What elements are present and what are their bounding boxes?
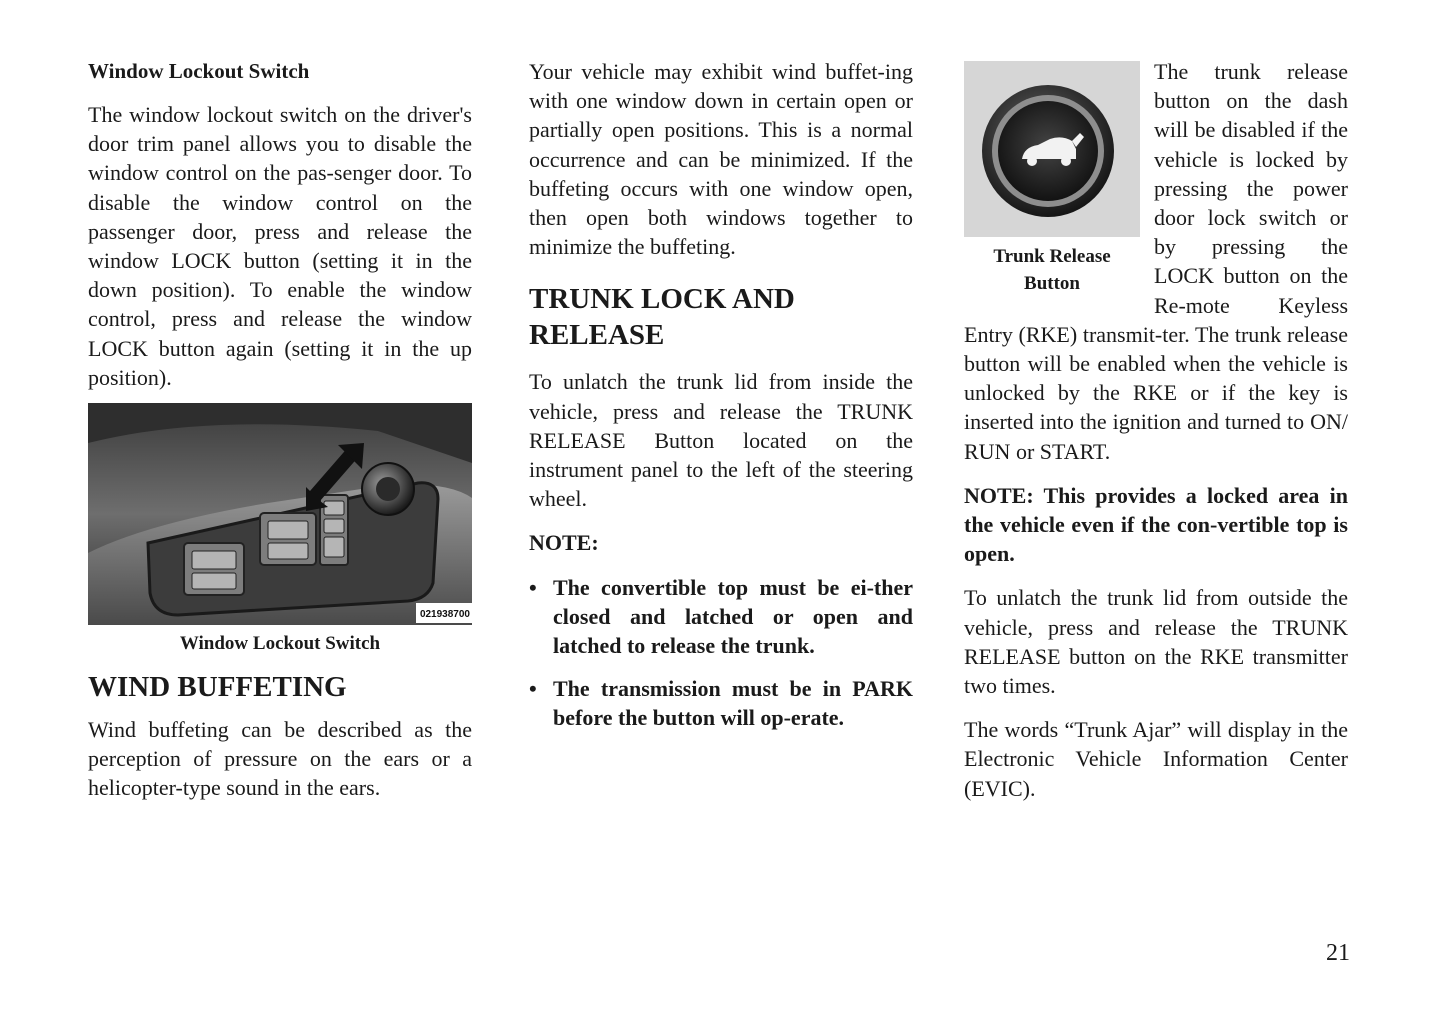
lockout-paragraph: The window lockout switch on the driver's door trim panel allows you to disable the window control on the pas-senger door. To disable the window control on the passenger door, press and release the window LOCK button (setting it in the down position). To enable the window control, press and release the window LOCK button again (setting it in the up position).	[88, 102, 472, 390]
left-column	[88, 57, 472, 803]
locked-area-note: NOTE: This provides a locked area in the vehicle even if the con-vertible top is open.	[964, 482, 1348, 567]
page-number: 21	[1326, 940, 1350, 966]
trunk-release-button-image	[964, 61, 1140, 237]
trunk-release-figure	[964, 57, 1140, 297]
note-item: • The transmission must be in PARK before the button will op-erate.	[529, 676, 913, 731]
lockout-heading: Window Lockout Switch	[88, 59, 310, 83]
window-lockout-caption: Window Lockout Switch	[179, 633, 381, 655]
middle-column	[529, 57, 913, 747]
figure-id-label: 021938700	[419, 609, 470, 621]
release-disabled-paragraph: The trunk release button on the dash will be disabled if the vehicle is locked by pressing the power door lock switch or by pressing the LOCK button on the Re-mote Keyless Entry (RKE) transmit-ter. The trunk release button will be enabled when the vehicle is unlocked by the RKE or if the key is inserted into the ignition and turned to ON/ RUN or START.	[964, 59, 1348, 464]
outside-unlatch-paragraph: To unlatch the trunk lid from outside the vehicle, press and release the TRUNK RELEASE button on the RKE transmitter two times.	[964, 585, 1348, 699]
door-panel-image	[88, 403, 472, 625]
trunk-release-caption: Trunk Release Button	[993, 246, 1111, 294]
trunk-ajar-paragraph: The words “Trunk Ajar” will display in the Electronic Vehicle Information Center (EVIC).	[964, 717, 1348, 801]
note-list	[529, 573, 913, 733]
wind-buffeting-paragraph: Wind buffeting can be described as the perception of pressure on the ears or a helicopter-type sound in the ears.	[88, 717, 472, 801]
trunk-release-paragraph: To unlatch the trunk lid from inside the vehicle, press and release the TRUNK RELEASE Button located on the instrument panel to the left of the steering wheel.	[529, 369, 913, 512]
trunk-lock-heading: TRUNK LOCK AND RELEASE	[529, 283, 795, 352]
wind-buffeting-heading: WIND BUFFETING	[88, 671, 347, 704]
window-lockout-figure	[88, 403, 472, 657]
buffeting-paragraph: Your vehicle may exhibit wind buffet-ing with one window down in certain open or partially open positions. This is a normal occurrence and can be minimized. If the buffeting occurs with one window open, then open both windows together to minimize the buffeting.	[529, 59, 913, 260]
note-label: NOTE:	[529, 530, 599, 556]
note-item: • The convertible top must be ei-ther closed and latched or open and latched to release the trunk.	[529, 574, 913, 659]
right-column	[964, 57, 1348, 818]
